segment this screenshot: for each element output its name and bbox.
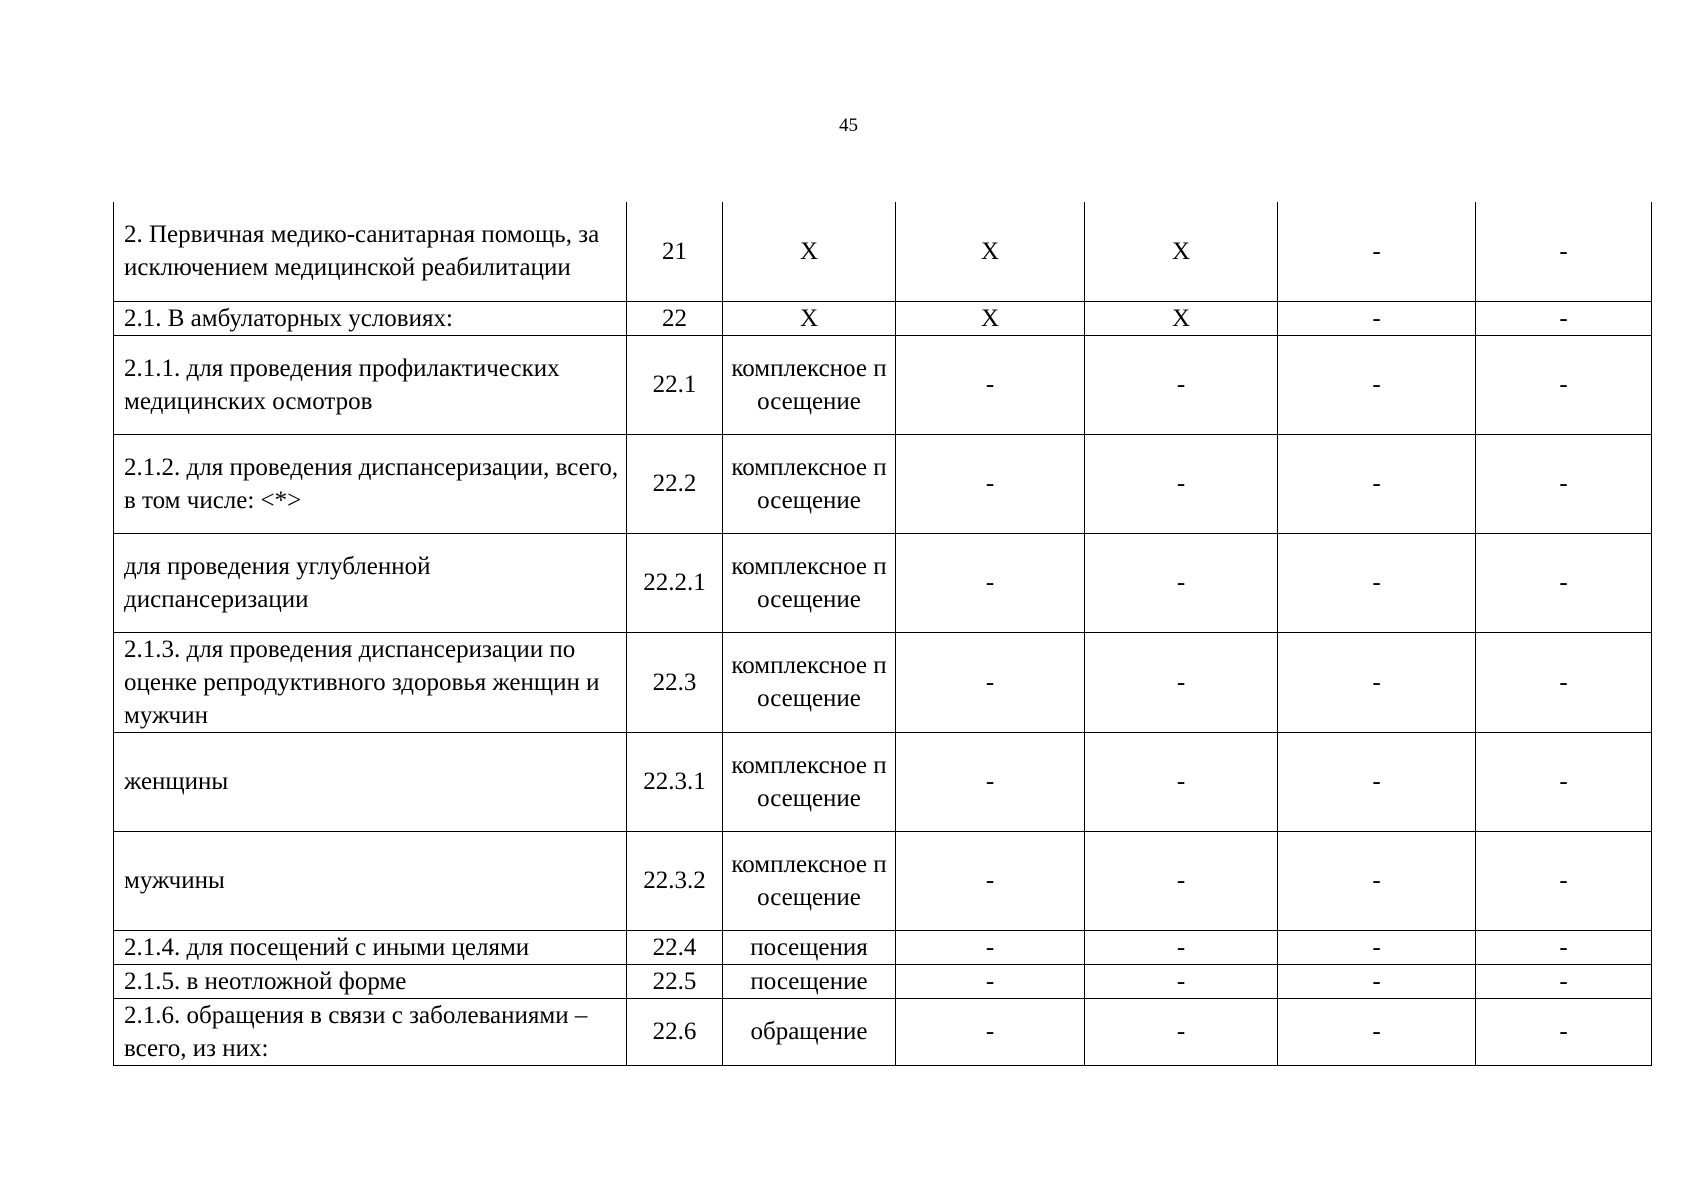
row-name-cell: 2.1.2. для проведения диспансеризации, всего, в том числе: <*> xyxy=(114,434,627,533)
data-table xyxy=(113,202,1652,1066)
row-value-cell: - xyxy=(896,335,1085,434)
row-name-cell: мужчины xyxy=(114,831,627,930)
row-value-cell: - xyxy=(1278,998,1476,1065)
row-unit-cell xyxy=(723,964,896,998)
row-value-cell: - xyxy=(1085,831,1278,930)
row-value-cell: - xyxy=(1085,335,1278,434)
row-value-cell: - xyxy=(1476,964,1652,998)
row-value-cell: - xyxy=(896,732,1085,831)
row-unit-cell xyxy=(723,732,896,831)
table-row xyxy=(114,831,1652,930)
table-row xyxy=(114,335,1652,434)
row-value-cell: - xyxy=(1085,632,1278,732)
table-row xyxy=(114,202,1652,301)
row-unit-text: X xyxy=(799,237,819,265)
row-code-cell: 22.3 xyxy=(627,632,723,732)
row-code-cell: 22 xyxy=(627,301,723,335)
row-unit-text: посещения xyxy=(750,933,868,961)
row-code-cell: 22.3.2 xyxy=(627,831,723,930)
row-value-cell: - xyxy=(1476,732,1652,831)
row-code-cell: 22.1 xyxy=(627,335,723,434)
row-value-cell: - xyxy=(1278,632,1476,732)
table-row xyxy=(114,964,1652,998)
row-value-cell: - xyxy=(896,434,1085,533)
row-value-cell: - xyxy=(1278,930,1476,964)
row-value-cell: - xyxy=(1476,632,1652,732)
row-value-cell: - xyxy=(1278,335,1476,434)
row-value-cell: - xyxy=(1476,301,1652,335)
row-value-cell: - xyxy=(1476,930,1652,964)
row-unit-text: комплексное посещение xyxy=(731,652,887,712)
row-value-cell: - xyxy=(1476,335,1652,434)
row-value-cell: - xyxy=(896,831,1085,930)
row-unit-text: комплексное посещение xyxy=(731,850,887,911)
row-code-cell: 22.3.1 xyxy=(627,732,723,831)
row-unit-text: X xyxy=(799,304,819,332)
table-row xyxy=(114,998,1652,1065)
row-unit-cell xyxy=(723,434,896,533)
row-unit-cell xyxy=(723,202,896,301)
row-value-cell: - xyxy=(896,998,1085,1065)
row-unit-cell xyxy=(723,831,896,930)
row-code-cell: 22.2 xyxy=(627,434,723,533)
row-name-cell: 2. Первичная медико-санитарная помощь, за исключением медицинской реабилитации xyxy=(114,202,627,301)
row-value-cell: - xyxy=(1476,533,1652,632)
row-unit-cell xyxy=(723,632,896,732)
row-value-cell: - xyxy=(896,964,1085,998)
row-name-cell: 2.1.6. обращения в связи с заболеваниями – всего, из них: xyxy=(114,998,627,1065)
row-value-cell: - xyxy=(1278,202,1476,301)
row-unit-text: посещение xyxy=(750,967,868,995)
row-code-cell: 22.2.1 xyxy=(627,533,723,632)
row-value-cell: - xyxy=(896,632,1085,732)
row-value-cell: X xyxy=(896,202,1085,301)
row-value-cell: - xyxy=(1085,930,1278,964)
row-unit-text: комплексное посещение xyxy=(731,751,887,812)
row-value-cell: - xyxy=(1278,434,1476,533)
row-value-cell: - xyxy=(1278,732,1476,831)
row-value-cell: - xyxy=(1476,202,1652,301)
row-value-cell: - xyxy=(1278,533,1476,632)
row-code-cell: 21 xyxy=(627,202,723,301)
row-unit-cell xyxy=(723,998,896,1065)
row-unit-cell xyxy=(723,533,896,632)
row-unit-text: обращение xyxy=(750,1018,868,1045)
row-name-cell: женщины xyxy=(114,732,627,831)
table-row xyxy=(114,434,1652,533)
table-row xyxy=(114,301,1652,335)
page-number: 45 xyxy=(839,115,858,136)
row-value-cell: - xyxy=(1278,964,1476,998)
row-name-cell: 2.1. В амбулаторных условиях: xyxy=(114,301,627,335)
row-value-cell: - xyxy=(896,533,1085,632)
row-value-cell: X xyxy=(1085,202,1278,301)
row-value-cell: - xyxy=(1278,301,1476,335)
row-name-cell: 2.1.1. для проведения профилактических медицинских осмотров xyxy=(114,335,627,434)
row-code-cell: 22.6 xyxy=(627,998,723,1065)
row-value-cell: - xyxy=(1476,434,1652,533)
row-name-cell: 2.1.3. для проведения диспансеризации по оценке репродуктивного здоровья женщин и мужчин xyxy=(114,632,627,732)
row-value-cell: - xyxy=(1085,998,1278,1065)
table-row xyxy=(114,632,1652,732)
table-row xyxy=(114,930,1652,964)
row-value-cell: - xyxy=(1085,732,1278,831)
row-unit-cell xyxy=(723,335,896,434)
row-unit-text: комплексное посещение xyxy=(731,453,887,514)
row-value-cell: - xyxy=(1278,831,1476,930)
row-unit-text: комплексное посещение xyxy=(731,552,887,613)
row-unit-cell xyxy=(723,301,896,335)
row-value-cell: - xyxy=(1085,964,1278,998)
row-value-cell: X xyxy=(896,301,1085,335)
row-code-cell: 22.5 xyxy=(627,964,723,998)
row-name-cell: 2.1.5. в неотложной форме xyxy=(114,964,627,998)
table-row xyxy=(114,533,1652,632)
row-value-cell: X xyxy=(1085,301,1278,335)
row-code-cell: 22.4 xyxy=(627,930,723,964)
row-value-cell: - xyxy=(1476,998,1652,1065)
row-unit-text: комплексное посещение xyxy=(731,354,887,415)
row-value-cell: - xyxy=(1085,533,1278,632)
row-name-cell: 2.1.4. для посещений с иными целями xyxy=(114,930,627,964)
row-value-cell: - xyxy=(1085,434,1278,533)
row-value-cell: - xyxy=(896,930,1085,964)
row-unit-cell xyxy=(723,930,896,964)
row-name-cell: для проведения углубленной диспансеризации xyxy=(114,533,627,632)
table-row xyxy=(114,732,1652,831)
row-value-cell: - xyxy=(1476,831,1652,930)
